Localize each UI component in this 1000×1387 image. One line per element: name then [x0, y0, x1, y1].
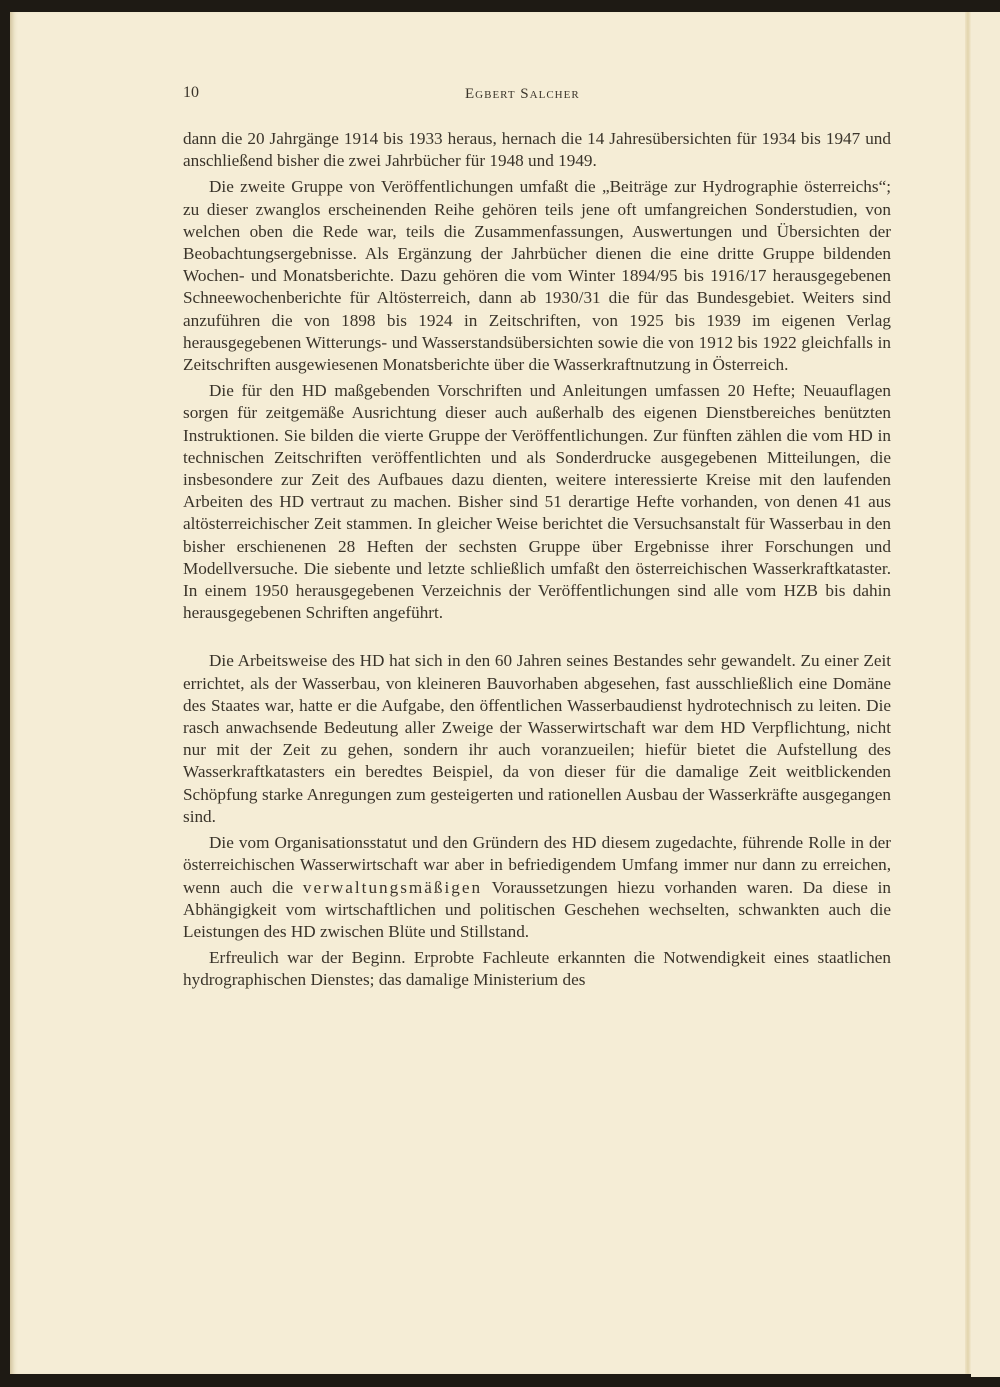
paragraph: dann die 20 Jahrgänge 1914 bis 1933 heraus, hernach die 14 Jahresübersichten für 1934 bis 1947 und anschließend bisher die zwei Jahrbücher für 1948 und 1949.	[183, 129, 891, 171]
paragraph: Erfreulich war der Beginn. Erprobte Fachleute erkannten die Notwendigkeit eines staatlichen hydrographischen Dienstes; das damalige Ministerium des	[183, 948, 891, 990]
running-title: Egbert Salcher	[465, 86, 580, 102]
paragraph: Die Arbeitsweise des HD hat sich in den 60 Jahren seines Bestandes sehr gewandelt. Zu einer Zeit errichtet, als der Wasserbau, von kleineren Bauvorhaben abgesehen, fast ausschließlich eine Domäne des Staates war, hatte er die Aufgabe, den öffentlichen Wasserbaudienst hydrotechnisch zu leiten. Die rasch anwachsende Bedeutung aller Zweige der Wasserwirtschaft war dem HD Verpflichtung, nicht nur mit der Zeit zu gehen, sondern ihr auch voranzueilen; hiefür bietet die Aufstellung des Wasserkraftkatasters ein beredtes Beispiel, da von dieser für die damalige Zeit weitblickenden Schöpfung starke Anregungen zum gesteigerten und rationellen Ausbau der Wasserkräfte ausgegangen sind.	[183, 651, 891, 826]
paragraph-text: Die vom Organisationsstatut und den Gründern des HD diesem zugedachte, führende Rolle in der österreichischen Wasserwirtschaft war aber in befriedigendem Umfang immer nur dann zu erreichen, wenn auch die	[183, 833, 891, 897]
paragraph	[183, 832, 891, 943]
section-break	[183, 624, 891, 650]
page-number: 10	[183, 84, 199, 101]
page-header	[183, 84, 893, 108]
emphasized-word: verwaltungsmäßigen	[302, 877, 483, 897]
paragraph: Die zweite Gruppe von Veröffentlichungen umfaßt die „Beiträge zur Hydrographie österreichs“; zu dieser zwanglos erscheinenden Reihe gehören teils jene oft umfangreichen Sonderstudien, von welchen oben die Rede war, teils die Zusammenfassungen, Auswertungen und Übersichten der Beobachtungsergebnisse. Als Ergänzung der Jahrbücher dienen die eine dritte Gruppe bildenden Wochen- und Monatsberichte. Dazu gehören die vom Winter 1894/95 bis 1916/17 herausgegebenen Schneewochenberichte für Altösterreich, dann ab 1930/31 die für das Bundesgebiet. Weiters sind anzuführen die von 1898 bis 1924 in Zeitschriften, von 1925 bis 1939 im eigenen Verlag herausgegebenen Witterungs- und Wasserstandsübersichten sowie die von 1912 bis 1922 gleichfalls in Zeitschriften ausgewiesenen Monatsberichte über die Wasserkraftnutzung in Österreich.	[183, 177, 891, 375]
body-text	[183, 128, 891, 992]
next-page-margin	[971, 12, 1000, 1377]
paragraph: Die für den HD maßgebenden Vorschriften und Anleitungen umfassen 20 Hefte; Neuauflagen sorgen für zeitgemäße Ausrichtung dieser auch außerhalb des eigenen Dienstbereiches benützten Instruktionen. Sie bilden die vierte Gruppe der Veröffentlichungen. Zur fünften zählen die vom HD in technischen Zeitschriften veröffentlichten und als Sonderdrucke ausgegebenen Mitteilungen, die insbesondere zur Zeit des Aufbaues dazu dienten, weitere interessierte Kreise mit den laufenden Arbeiten des HD vertraut zu machen. Bisher sind 51 derartige Hefte vorhanden, von denen 41 aus altösterreichischer Zeit stammen. In gleicher Weise berichtet die Versuchsanstalt für Wasserbau in den bisher erschienenen 28 Heften der sechsten Gruppe über Ergebnisse ihrer Forschungen und Modellversuche. Die siebente und letzte schließlich umfaßt den österreichischen Wasserkraftkataster. In einem 1950 herausgegebenen Verzeichnis der Veröffentlichungen sind alle vom HZB bis dahin herausgegebenen Schriften angeführt.	[183, 381, 891, 623]
paragraph-text: Voraussetzungen hiezu vorhanden waren. Da diese in Abhängigkeit vom wirtschaftlichen und politischen Geschehen wechselten, schwankten auch die Leistungen des HD zwischen Blüte und Stillstand.	[183, 877, 891, 941]
